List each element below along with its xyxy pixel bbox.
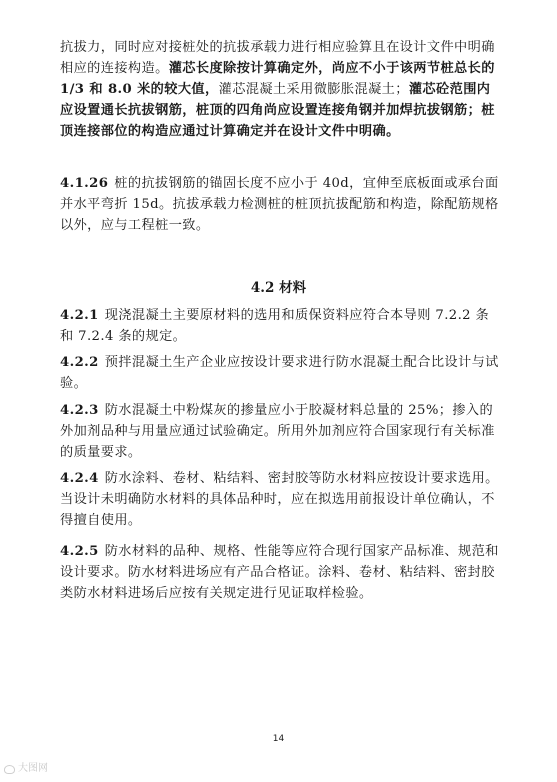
bold-requirement-text: 灌芯砼范围内应设置通长抗拔钢筋，桩顶的四角尚应设置连接角钢并加焊抗拔钢筋；桩顶连接部位的构造应通过计算确定并在设计文件中明确。 [60, 82, 495, 139]
clause-number: 4.2.2 [60, 355, 99, 370]
watermark [4, 762, 48, 776]
watermark-text: 大图网 [18, 763, 48, 774]
watermark-logo-icon [4, 765, 15, 774]
clause-4-2-2 [60, 352, 500, 394]
clause-number: 4.2.3 [60, 403, 99, 418]
clause-text: 防水混凝土中粉煤灰的掺量应小于胶凝材料总量的 25%；掺入的外加剂品种与用量应通过试验确定。所用外加剂应符合国家现行有关标准的质量要求。 [60, 403, 495, 460]
clause-4-1-26 [60, 173, 500, 236]
clause-number: 4.2.4 [60, 471, 99, 486]
clause-4-2-3 [60, 400, 500, 463]
section-heading: 4.2 材料 [250, 280, 307, 296]
clause-number: 4.1.26 [60, 176, 109, 191]
paragraph-text: 灌芯混凝土采用微膨胀混凝土； [218, 82, 409, 97]
clause-text: 防水涂料、卷材、粘结料、密封胶等防水材料应按设计要求选用。当设计未明确防水材料的具体品种时，应在拟选用前报设计单位确认，不得擅自使用。 [60, 471, 499, 528]
clause-number: 4.2.1 [60, 308, 99, 323]
paragraph-continuation [60, 37, 500, 142]
clause-text: 桩的抗拔钢筋的锚固长度不应小于 40d，宜伸至底板面或承台面并水平弯折 15d。抗拔承载力检测桩的桩顶抗拔配筋和构造，除配筋规格以外，应与工程桩一致。 [60, 176, 499, 233]
bold-requirement-text: 灌芯长度除按计算确定外，尚应不小于该两节桩总长的 1/3 和 8.0 米的较大值， [60, 61, 495, 97]
clause-text: 现浇混凝土主要原材料的选用和质保资料应符合本导则 7.2.2 条和 7.2.4 条的规定。 [60, 308, 490, 344]
page-number: 14 [272, 734, 285, 744]
clause-number: 4.2.5 [60, 544, 99, 559]
clause-4-2-5 [60, 541, 500, 604]
clause-text: 预拌混凝土生产企业应按设计要求进行防水混凝土配合比设计与试验。 [60, 355, 499, 391]
paragraph-text: 抗拔力，同时应对接桩处的抗拔承载力进行相应验算且在设计文件中明确相应的连接构造。 [60, 40, 495, 76]
clause-4-2-4 [60, 468, 500, 531]
clause-text: 防水材料的品种、规格、性能等应符合现行国家产品标准、规范和设计要求。防水材料进场应有产品合格证。涂料、卷材、粘结料、密封胶类防水材料进场后应按有关规定进行见证取样检验。 [60, 544, 499, 601]
clause-4-2-1 [60, 305, 500, 347]
